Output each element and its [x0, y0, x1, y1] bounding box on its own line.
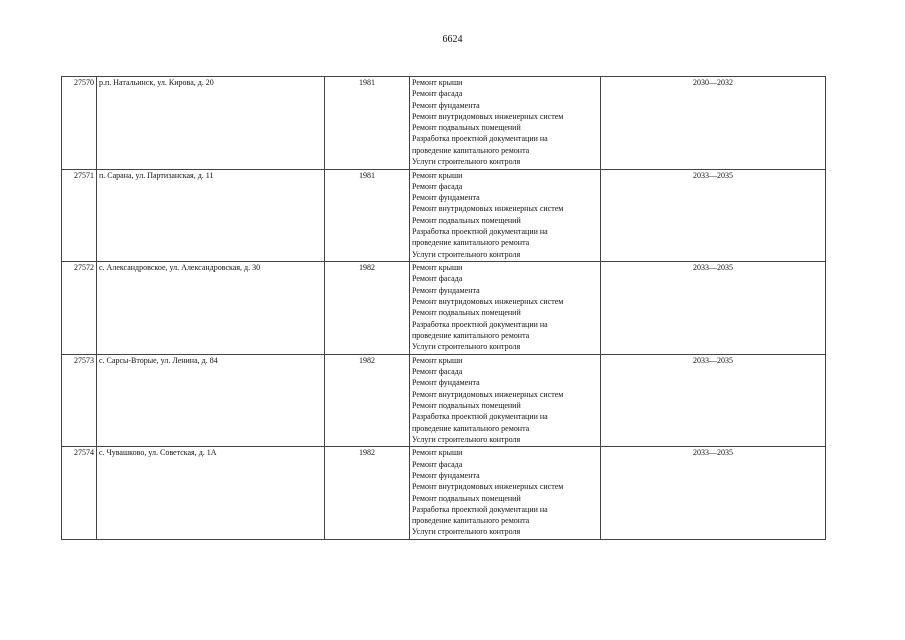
table-row: [62, 262, 826, 355]
work-item: Ремонт фундамента: [412, 100, 480, 110]
work-item: Ремонт подвальных помещений: [412, 123, 521, 133]
works-cell: [410, 447, 601, 540]
work-item: Ремонт подвальных помещений: [412, 215, 521, 225]
table-row: [62, 77, 826, 170]
work-item: Ремонт крыши: [412, 170, 463, 180]
work-item: проведение капитального ремонта: [412, 516, 530, 526]
period-cell: 2033—2035: [601, 354, 826, 447]
works-cell: [410, 354, 601, 447]
work-item: Ремонт внутридомовых инженерных систем: [412, 111, 564, 121]
work-item: Ремонт фундамента: [412, 193, 480, 203]
work-item: Ремонт внутридомовых инженерных систем: [412, 204, 564, 214]
address-cell: п. Сарана, ул. Партизанская, д. 11: [97, 169, 325, 262]
address-cell: с. Александровское, ул. Александровская, д. 30: [97, 262, 325, 355]
work-item: Разработка проектной документации на: [412, 504, 548, 514]
work-item: Разработка проектной документации на: [412, 319, 548, 329]
work-item: Ремонт подвальных помещений: [412, 308, 521, 318]
repair-schedule-table: [61, 76, 826, 540]
work-item: Ремонт фасада: [412, 181, 463, 191]
year-cell: 1981: [325, 169, 410, 262]
row-id: 27571: [62, 169, 97, 262]
work-item: Ремонт фундамента: [412, 470, 480, 480]
works-cell: [410, 169, 601, 262]
address-cell: р.п. Натальинск, ул. Кирова, д. 20: [97, 77, 325, 170]
work-item: Услуги строительного контроля: [412, 527, 521, 537]
work-item: Ремонт крыши: [412, 78, 463, 87]
work-item: Услуги строительного контроля: [412, 342, 521, 352]
work-item: Ремонт фасада: [412, 459, 463, 469]
year-cell: 1981: [325, 77, 410, 170]
work-item: Услуги строительного контроля: [412, 249, 521, 259]
work-item: Разработка проектной документации на: [412, 227, 548, 237]
work-item: Ремонт фундамента: [412, 378, 480, 388]
work-item: Услуги строительного контроля: [412, 157, 521, 167]
work-item: проведение капитального ремонта: [412, 145, 530, 155]
work-item: проведение капитального ремонта: [412, 423, 530, 433]
work-item: Ремонт внутридомовых инженерных систем: [412, 389, 564, 399]
work-item: проведение капитального ремонта: [412, 330, 530, 340]
works-cell: [410, 262, 601, 355]
year-cell: 1982: [325, 354, 410, 447]
work-item: Разработка проектной документации на: [412, 134, 548, 144]
work-item: Ремонт крыши: [412, 355, 463, 365]
row-id: 27574: [62, 447, 97, 540]
row-id: 27573: [62, 354, 97, 447]
work-item: Ремонт фасада: [412, 367, 463, 377]
work-item: Ремонт фундамента: [412, 285, 480, 295]
page-number: 6624: [442, 34, 463, 45]
work-item: проведение капитального ремонта: [412, 238, 530, 248]
table-row: [62, 354, 826, 447]
work-item: Ремонт крыши: [412, 448, 463, 458]
works-cell: [410, 77, 601, 170]
period-cell: 2033—2035: [601, 447, 826, 540]
period-cell: 2033—2035: [601, 262, 826, 355]
work-item: Ремонт внутридомовых инженерных систем: [412, 482, 564, 492]
table-body: [62, 77, 826, 540]
work-item: Ремонт подвальных помещений: [412, 493, 521, 503]
work-item: Разработка проектной документации на: [412, 412, 548, 422]
year-cell: 1982: [325, 447, 410, 540]
row-id: 27572: [62, 262, 97, 355]
work-item: Ремонт подвальных помещений: [412, 400, 521, 410]
work-item: Ремонт фасада: [412, 274, 463, 284]
table-row: [62, 169, 826, 262]
period-cell: 2033—2035: [601, 169, 826, 262]
work-item: Услуги строительного контроля: [412, 434, 521, 444]
work-item: Ремонт внутридомовых инженерных систем: [412, 297, 564, 307]
row-id: 27570: [62, 77, 97, 170]
work-item: Ремонт крыши: [412, 263, 463, 273]
year-cell: 1982: [325, 262, 410, 355]
address-cell: с. Чувашково, ул. Советская, д. 1А: [97, 447, 325, 540]
table-row: [62, 447, 826, 540]
period-cell: 2030—2032: [601, 77, 826, 170]
work-item: Ремонт фасада: [412, 89, 463, 99]
address-cell: с. Сарсы-Вторые, ул. Ленина, д. 84: [97, 354, 325, 447]
